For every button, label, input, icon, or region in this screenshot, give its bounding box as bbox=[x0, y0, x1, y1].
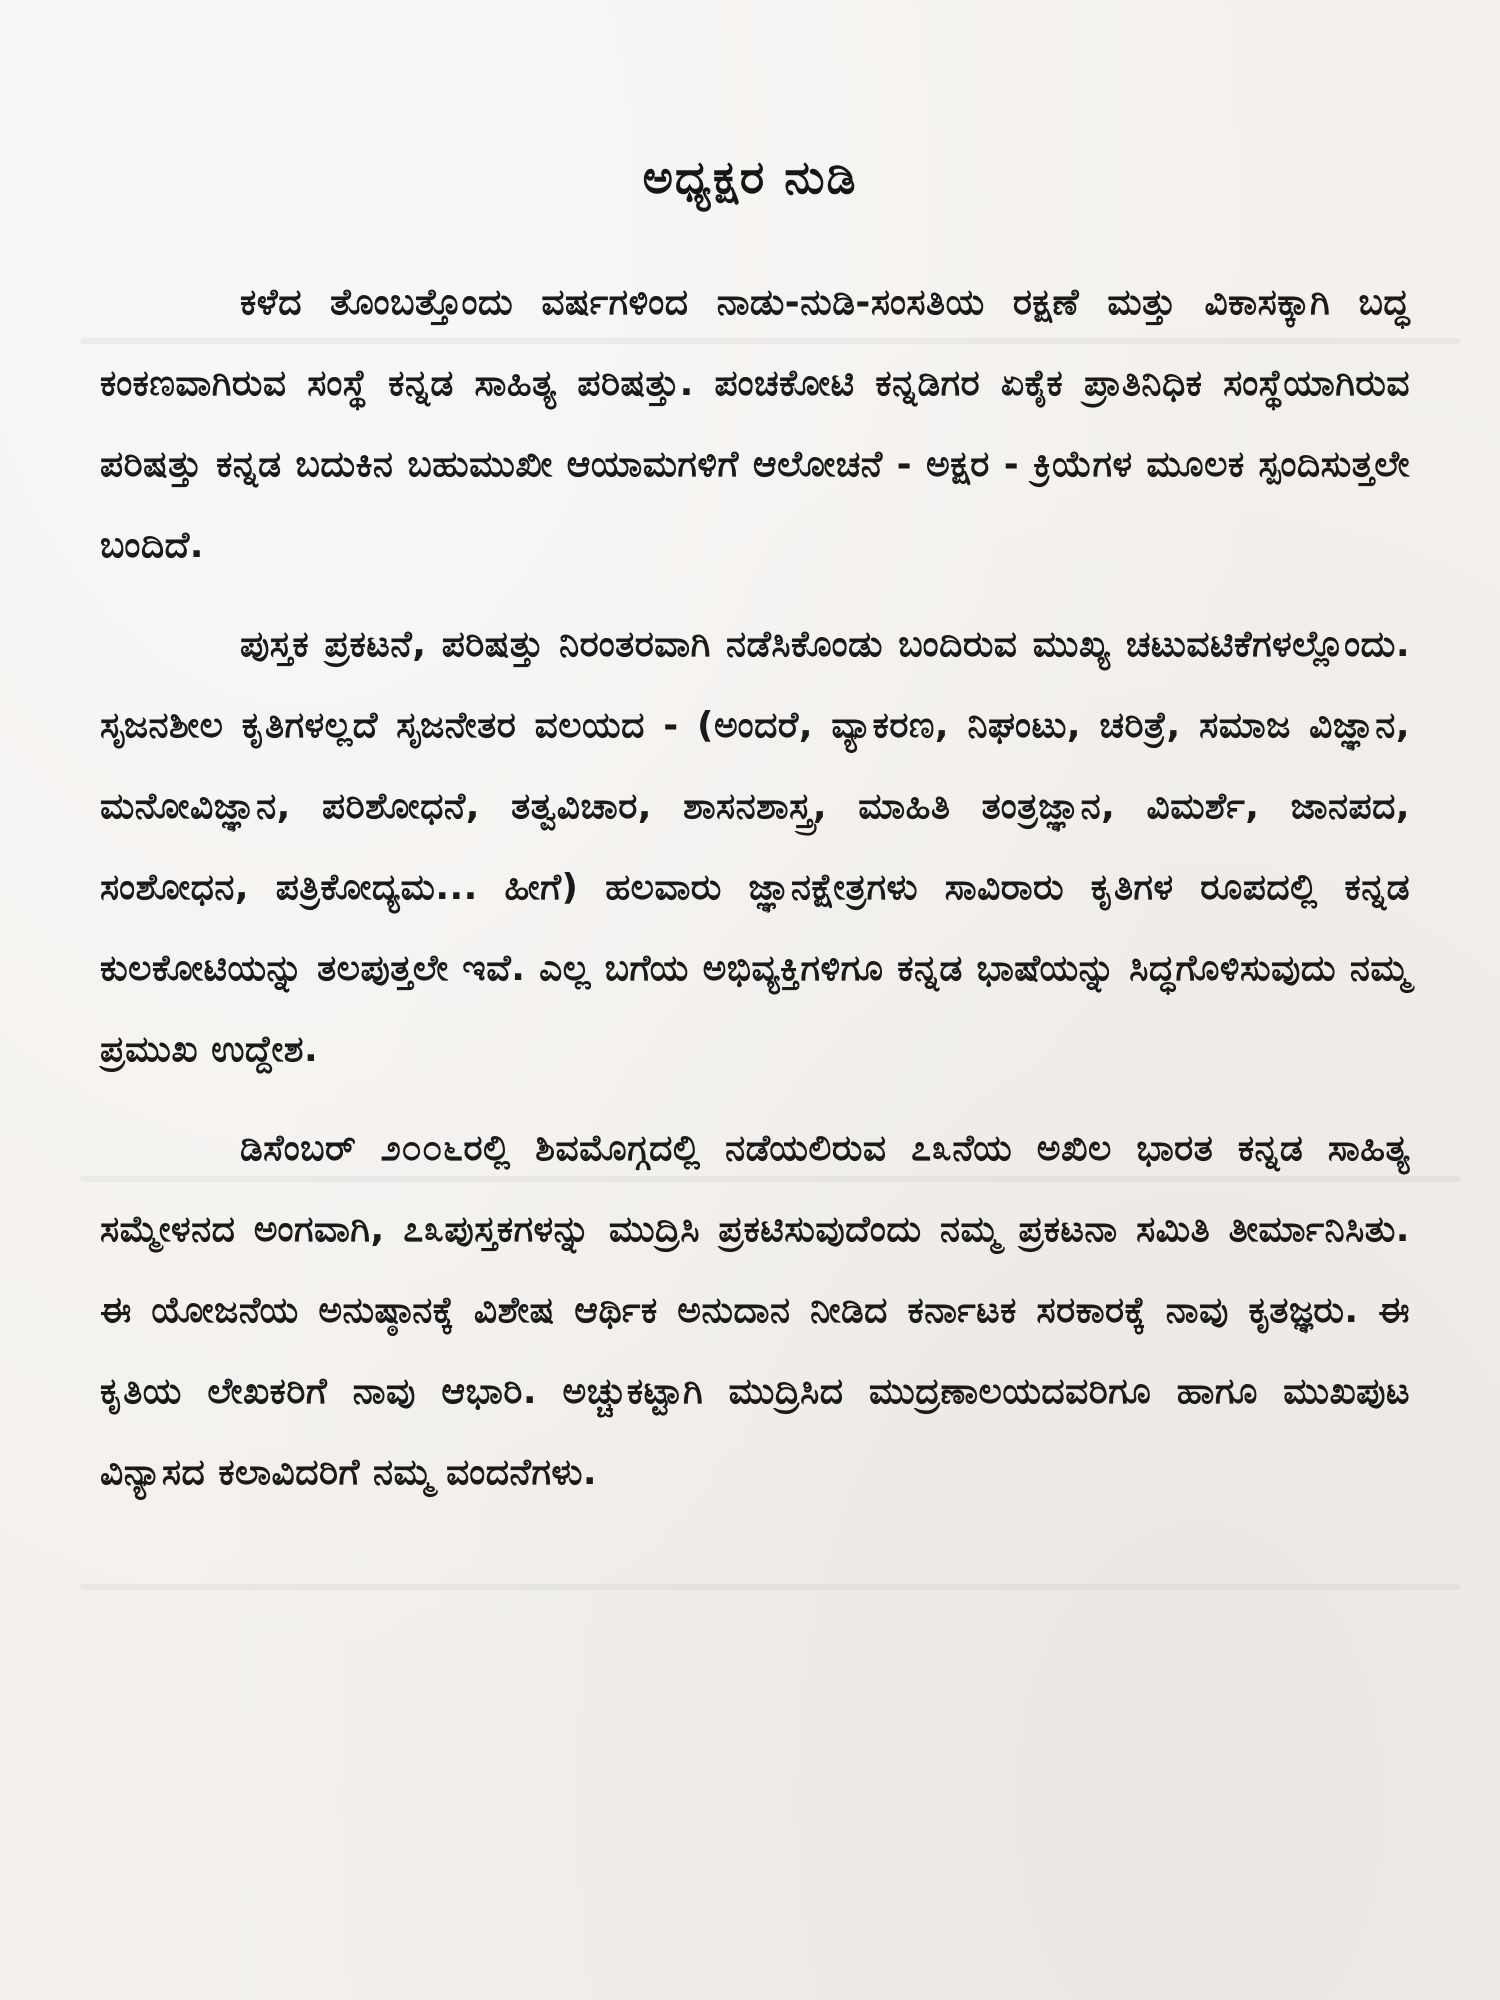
body-text bbox=[100, 262, 1410, 1531]
paragraph: ಪುಸ್ತಕ ಪ್ರಕಟನೆ, ಪರಿಷತ್ತು ನಿರಂತರವಾಗಿ ನಡೆಸಿಕೊಂಡು ಬಂದಿರುವ ಮುಖ್ಯ ಚಟುವಟಿಕೆಗಳಲ್ಲೊಂದು. ಸೃಜನಶೀಲ ಕೃತಿಗಳಲ್ಲದೆ ಸೃಜನೇತರ ವಲಯದ - (ಅಂದರೆ, ವ್ಯಾಕರಣ, ನಿಘಂಟು, ಚರಿತ್ರೆ, ಸಮಾಜ ವಿಜ್ಞಾನ, ಮನೋವಿಜ್ಞಾನ, ಪರಿಶೋಧನೆ, ತತ್ವವಿಚಾರ, ಶಾಸನಶಾಸ್ತ್ರ, ಮಾಹಿತಿ ತಂತ್ರಜ್ಞಾನ, ವಿಮರ್ಶೆ, ಜಾನಪದ, ಸಂಶೋಧನ, ಪತ್ರಿಕೋದ್ಯಮ... ಹೀಗೆ) ಹಲವಾರು ಜ್ಞಾನಕ್ಷೇತ್ರಗಳು ಸಾವಿರಾರು ಕೃತಿಗಳ ರೂಪದಲ್ಲಿ ಕನ್ನಡ ಕುಲಕೋಟಿಯನ್ನು ತಲಪುತ್ತಲೇ ಇವೆ. ಎಲ್ಲ ಬಗೆಯ ಅಭಿವ್ಯಕ್ತಿಗಳಿಗೂ ಕನ್ನಡ ಭಾಷೆಯನ್ನು ಸಿದ್ಧಗೊಳಿಸುವುದು ನಮ್ಮ ಪ್ರಮುಖ ಉದ್ದೇಶ. bbox=[100, 624, 1410, 1070]
paragraph: ಡಿಸೆಂಬರ್ ೨೦೦೬ರಲ್ಲಿ ಶಿವಮೊಗ್ಗದಲ್ಲಿ ನಡೆಯಲಿರುವ ೭೩ನೆಯ ಅಖಿಲ ಭಾರತ ಕನ್ನಡ ಸಾಹಿತ್ಯ ಸಮ್ಮೇಳನದ ಅಂಗವಾಗಿ, ೭೩ಪುಸ್ತಕಗಳನ್ನು ಮುದ್ರಿಸಿ ಪ್ರಕಟಿಸುವುದೆಂದು ನಮ್ಮ ಪ್ರಕಟನಾ ಸಮಿತಿ ತೀರ್ಮಾನಿಸಿತು. ಈ ಯೋಜನೆಯ ಅನುಷ್ಠಾನಕ್ಕೆ ವಿಶೇಷ ಆರ್ಥಿಕ ಅನುದಾನ ನೀಡಿದ ಕರ್ನಾಟಕ ಸರಕಾರಕ್ಕೆ ನಾವು ಕೃತಜ್ಞರು. ಈ ಕೃತಿಯ ಲೇಖಕರಿಗೆ ನಾವು ಆಭಾರಿ. ಅಚ್ಚುಕಟ್ಟಾಗಿ ಮುದ್ರಿಸಿದ ಮುದ್ರಣಾಲಯದವರಿಗೂ ಹಾಗೂ ಮುಖಪುಟ ವಿನ್ಯಾಸದ ಕಲಾವಿದರಿಗೆ ನಮ್ಮ ವಂದನೆಗಳು. bbox=[100, 1128, 1410, 1493]
page-title: ಅಧ್ಯಕ್ಷರ ನುಡಿ bbox=[642, 150, 858, 204]
show-through-line bbox=[80, 1584, 1460, 1590]
paragraph: ಕಳೆದ ತೊಂಬತ್ತೊಂದು ವರ್ಷಗಳಿಂದ ನಾಡು-ನುಡಿ-ಸಂಸತಿಯ ರಕ್ಷಣೆ ಮತ್ತು ವಿಕಾಸಕ್ಕಾಗಿ ಬದ್ಧ ಕಂಕಣವಾಗಿರುವ ಸಂಸ್ಥೆ ಕನ್ನಡ ಸಾಹಿತ್ಯ ಪರಿಷತ್ತು. ಪಂಚಕೋಟಿ ಕನ್ನಡಿಗರ ಏಕೈಕ ಪ್ರಾತಿನಿಧಿಕ ಸಂಸ್ಥೆಯಾಗಿರುವ ಪರಿಷತ್ತು ಕನ್ನಡ ಬದುಕಿನ ಬಹುಮುಖೀ ಆಯಾಮಗಳಿಗೆ ಆಲೋಚನೆ - ಅಕ್ಷರ - ಕ್ರಿಯೆಗಳ ಮೂಲಕ ಸ್ಪಂದಿಸುತ್ತಲೇ ಬಂದಿದೆ. bbox=[100, 282, 1410, 566]
